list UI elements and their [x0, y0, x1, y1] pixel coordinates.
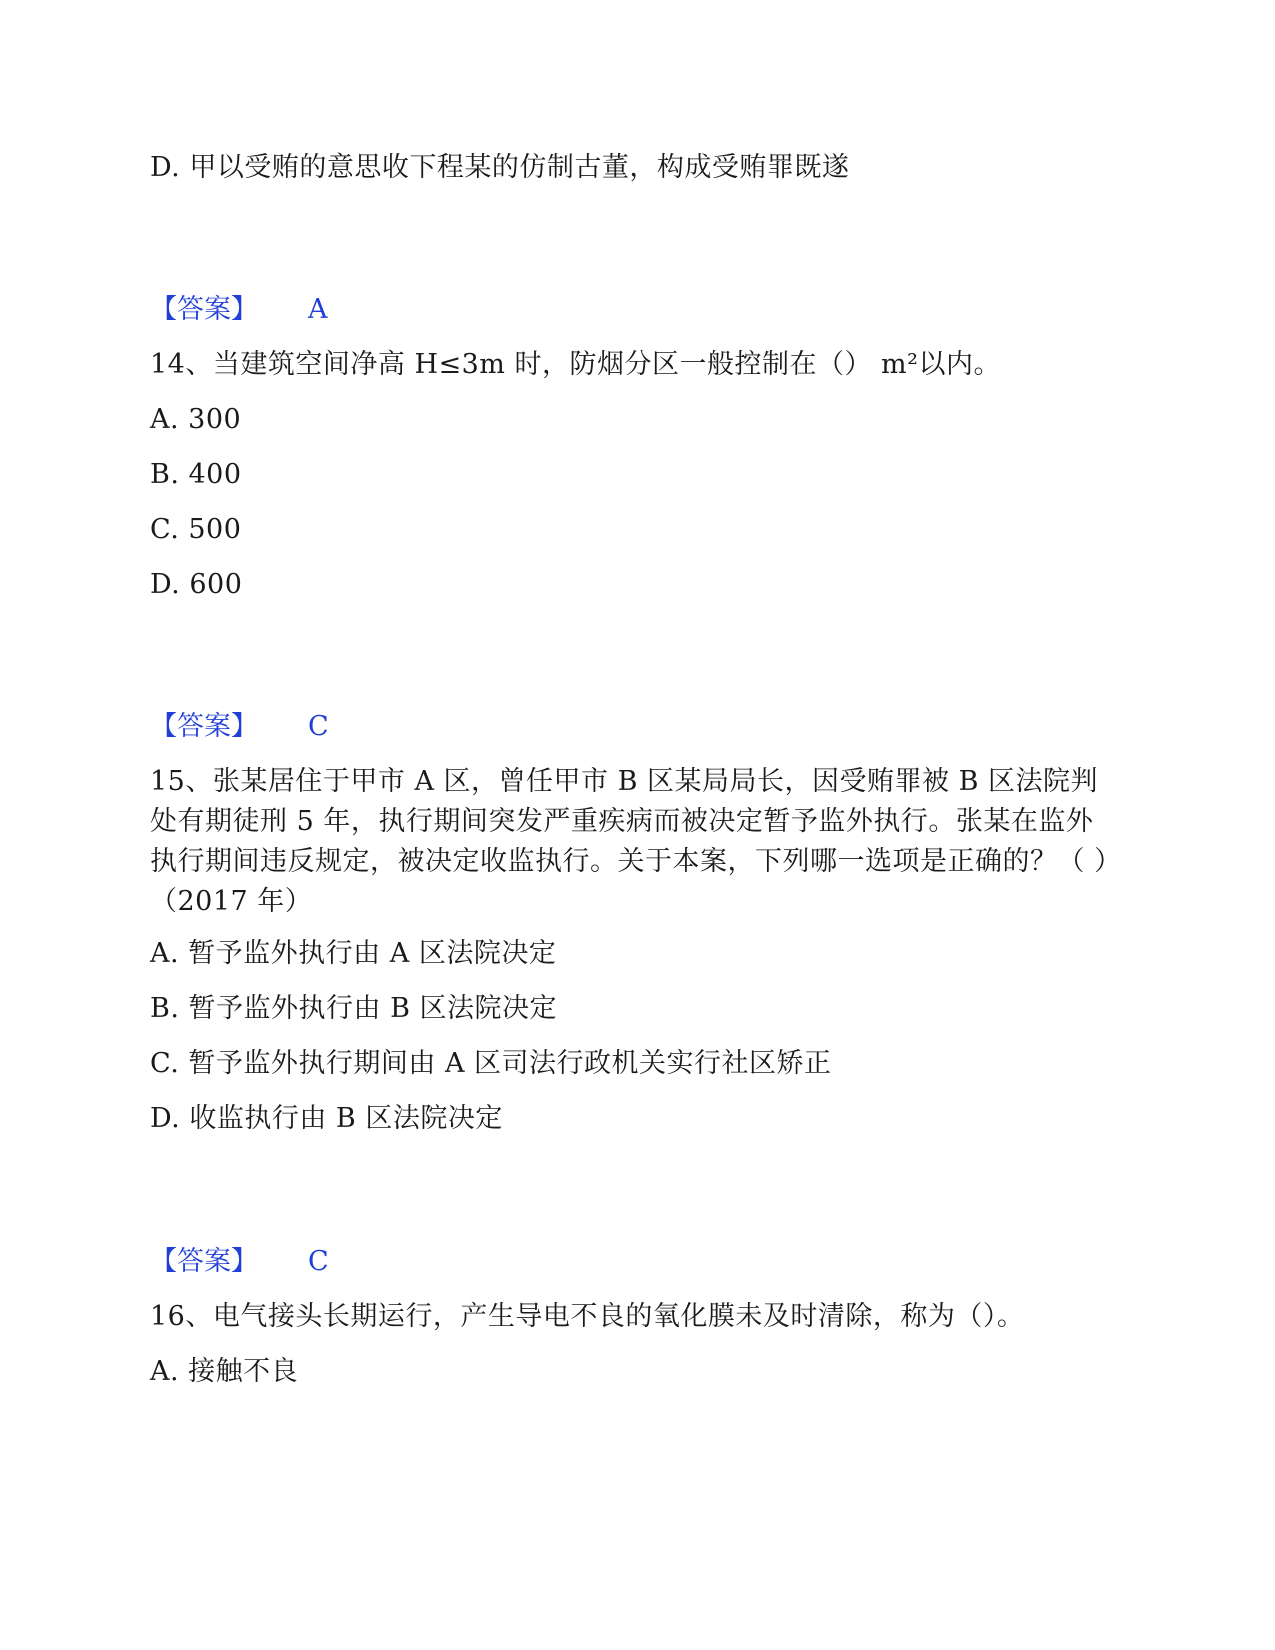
- answer-row: [150, 707, 329, 747]
- question-16-stem: 16、电气接头长期运行，产生导电不良的氧化膜未及时清除，称为（）。: [150, 1301, 1025, 1332]
- answer-row: [150, 290, 328, 330]
- option-c: C. 500: [150, 514, 242, 545]
- option-a: A. 接触不良: [150, 1356, 299, 1387]
- answer-label: 【答案】: [150, 1246, 258, 1277]
- option-a: A. 300: [150, 404, 242, 435]
- question-14-stem: 14、当建筑空间净高 H≤3m 时，防烟分区一般控制在（） m²以内。: [150, 349, 1001, 380]
- answer-label: 【答案】: [150, 294, 258, 325]
- option-d: D. 600: [150, 569, 243, 600]
- option-c: C. 暂予监外执行期间由 A 区司法行政机关实行社区矫正: [150, 1048, 832, 1079]
- answer-value: C: [308, 711, 329, 742]
- answer-row: [150, 1242, 329, 1282]
- question-15-stem: 15、张某居住于甲市 A 区，曾任甲市 B 区某局局长，因受贿罪被 B 区法院判处有期徒刑 5 年，执行期间突发严重疾病而被决定暂予监外执行。张某在监外执行期间违反规定，被决定收监执行。关于本案，下列哪一选项是正确的？（ ）（2017 年）: [150, 766, 1109, 917]
- answer-value: C: [308, 1246, 329, 1277]
- option-d: D. 收监执行由 B 区法院决定: [150, 1103, 503, 1134]
- option-a: A. 暂予监外执行由 A 区法院决定: [150, 938, 557, 969]
- option-b: B. 暂予监外执行由 B 区法院决定: [150, 993, 558, 1024]
- option-d: D. 甲以受贿的意思收下程某的仿制古董，构成受贿罪既遂: [150, 152, 850, 183]
- answer-value: A: [308, 294, 328, 325]
- answer-label: 【答案】: [150, 711, 258, 742]
- option-b: B. 400: [150, 459, 242, 490]
